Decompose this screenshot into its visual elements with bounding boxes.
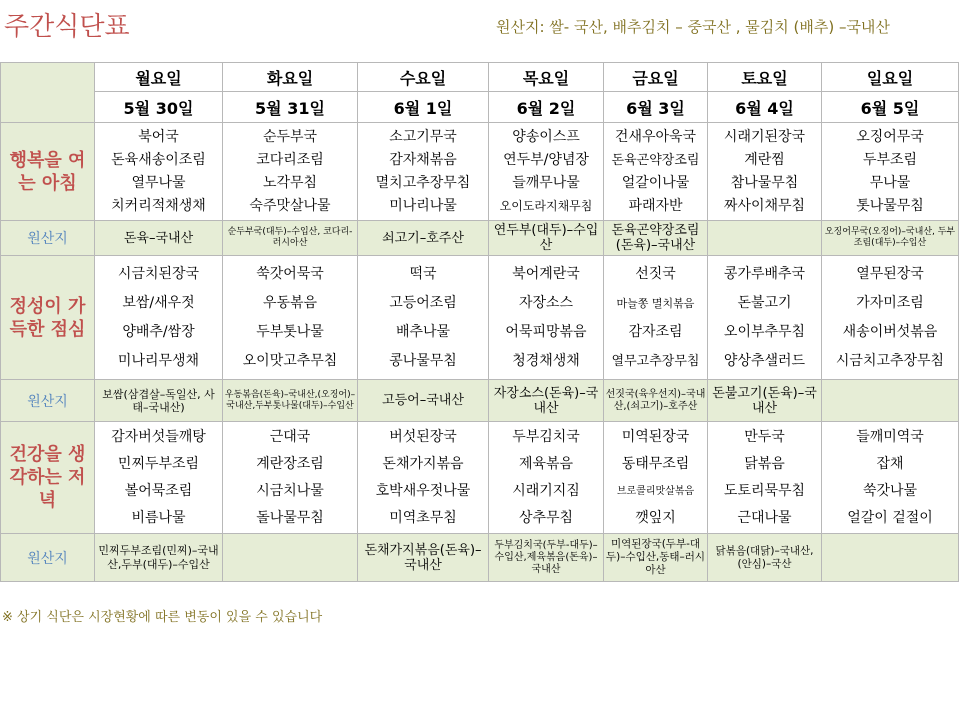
breakfast-label: 행복을 여는 아침 [1,123,95,221]
menu-item: 근대나물 [737,509,792,526]
origin-label: 원산지 [1,380,95,422]
menu-item: 열무고추장무침 [611,353,700,369]
menu-item: 계란장조림 [256,455,324,472]
menu-cell [223,256,358,380]
menu-item: 선짓국 [635,265,676,282]
origin-cell: 오징어무국(오징어)–국내산, 두부조림(대두)–수입산 [822,221,959,256]
origin-cell: 두부김치국(두부-대두)–수입산,제육볶음(돈육)–국내산 [489,534,604,582]
menu-item: 깻잎지 [635,509,676,526]
menu-item: 오이맛고추무침 [242,352,338,369]
menu-item: 감자버섯들깨탕 [111,428,206,445]
date-header: 6월 5일 [822,92,959,123]
menu-item: 양송이스프 [512,128,580,145]
menu-item: 두부조림 [862,151,918,168]
footnote: ※ 상기 식단은 시장현황에 따른 변동이 있을 수 있습니다 [2,610,323,625]
menu-item: 숙주맛살나물 [249,197,331,214]
menu-item: 보쌈/새우젓 [122,294,195,311]
menu-item: 콩가루배추국 [723,265,806,282]
origin-cell: 연두부(대두)–수입산 [489,221,604,256]
menu-cell [358,123,489,221]
menu-item: 열무나물 [131,174,186,191]
menu-item: 볼어묵조림 [124,482,193,499]
menu-item: 자장소스 [518,294,574,311]
menu-item: 톳나물무침 [856,197,924,214]
menu-cell [489,123,604,221]
menu-item: 노각무침 [262,174,318,191]
origin-cell: 돈육곤약장조림(돈육)–국내산 [604,221,708,256]
day-header: 수요일 [358,63,489,92]
menu-cell [358,256,489,380]
menu-item: 콩나물무침 [389,352,457,369]
menu-item: 돈채가지볶음 [382,455,464,472]
menu-cell [604,256,708,380]
menu-cell [822,422,959,534]
menu-item: 민찌두부조림 [117,455,200,472]
menu-item: 들깨미역국 [856,428,924,445]
date-header: 5월 31일 [223,92,358,123]
menu-cell [604,422,708,534]
menu-item: 감자채볶음 [389,151,457,168]
menu-item: 잡채 [876,455,904,472]
menu-item: 가자미조림 [856,294,924,311]
menu-item: 배추나물 [395,323,451,340]
origin-cell: 돈불고기(돈육)–국내산 [708,380,822,422]
menu-item: 얼갈이 겉절이 [847,509,933,526]
menu-item: 양상추샐러드 [723,352,806,369]
origin-cell: 순두부국(대두)–수입산, 코다리- 러시아산 [223,221,358,256]
origin-label: 원산지 [1,221,95,256]
dinner-origin-row [1,534,959,582]
origin-cell: 고등어–국내산 [358,380,489,422]
origin-cell: 닭볶음(대닭)–국내산,(안심)–국산 [708,534,822,582]
menu-item: 멸치고추장무침 [375,174,471,191]
menu-item: 미나리나물 [389,197,457,214]
menu-cell [358,422,489,534]
menu-item: 우동볶음 [262,294,318,311]
day-header: 토요일 [708,63,822,92]
menu-cell [708,123,822,221]
lunch-row [1,256,959,380]
menu-item: 소고기무국 [389,128,457,145]
menu-item: 고등어조림 [389,294,457,311]
menu-cell [489,256,604,380]
menu-cell [223,422,358,534]
menu-item: 시금치나물 [256,482,324,499]
menu-cell [95,123,223,221]
menu-item: 들깨무나물 [512,174,580,191]
menu-item: 시금치된장국 [117,265,200,282]
origin-cell: 민찌두부조림(민찌)–국내산,두부(대두)–수입산 [95,534,223,582]
menu-item: 돈육새송이조림 [111,151,206,168]
menu-cell [223,123,358,221]
date-header: 5월 30일 [95,92,223,123]
menu-item: 시래기된장국 [723,128,806,145]
menu-item: 건새우아욱국 [614,128,697,145]
menu-cell [708,256,822,380]
origin-cell [822,534,959,582]
menu-item: 버섯된장국 [389,428,457,445]
menu-item: 시래기지짐 [512,482,580,499]
menu-item: 마늘쫑 멸치볶음 [616,296,695,310]
menu-item: 돌나물무침 [256,509,324,526]
dinner-row [1,422,959,534]
date-header-row [1,92,959,123]
origin-cell [223,534,358,582]
date-header: 6월 4일 [708,92,822,123]
menu-item: 만두국 [744,428,785,445]
menu-cell [95,422,223,534]
menu-item: 근대국 [269,428,311,445]
menu-item: 오징어무국 [856,128,924,145]
lunch-origin-row [1,380,959,422]
day-header: 일요일 [822,63,959,92]
menu-cell [708,422,822,534]
menu-cell [604,123,708,221]
menu-item: 동태무조림 [621,455,690,472]
menu-item: 코다리조림 [256,151,324,168]
date-header: 6월 3일 [604,92,708,123]
origin-cell [708,221,822,256]
menu-item: 두부톳나물 [256,323,324,340]
menu-item: 쑥갓어묵국 [256,265,324,282]
menu-item: 양배추/쌈장 [122,323,195,340]
origin-cell: 보쌈(삼겹살–독일산, 사태–국내산) [95,380,223,422]
menu-item: 상추무침 [518,509,574,526]
menu-item: 브로콜리맛살볶음 [616,485,695,497]
menu-item: 닭볶음 [744,455,785,472]
origin-cell: 우동볶음(돈육)–국내산,(오징어)–국내산,두부톳나물(대두)–수입산 [223,380,358,422]
corner-cell [1,63,95,123]
origin-cell: 자장소스(돈육)–국내산 [489,380,604,422]
menu-item: 오이도라지채무침 [499,198,593,213]
menu-item: 비름나물 [131,509,186,526]
menu-item: 참나물무침 [730,174,799,191]
origin-note: 원산지: 쌀- 국산, 배추김치 – 중국산 , 물김치 (배추) –국내산 [496,18,890,36]
lunch-label: 정성이 가득한 점심 [1,256,95,380]
day-header: 화요일 [223,63,358,92]
menu-item: 얼갈이나물 [621,174,690,191]
breakfast-origin-row [1,221,959,256]
menu-item: 북어국 [138,128,179,145]
menu-item: 어묵피망볶음 [505,323,587,340]
menu-item: 시금치고추장무침 [835,352,945,369]
day-header: 목요일 [489,63,604,92]
menu-cell [822,123,959,221]
menu-item: 새송이버섯볶음 [842,323,938,340]
breakfast-row [1,123,959,221]
menu-cell [822,256,959,380]
menu-item: 돈육곤약장조림 [611,152,700,168]
origin-cell: 쇠고기–호주산 [358,221,489,256]
menu-item: 짜사이채무침 [723,197,806,214]
menu-item: 계란찜 [744,151,785,168]
day-header: 월요일 [95,63,223,92]
menu-item: 연두부/양념장 [503,151,589,168]
origin-cell [822,380,959,422]
origin-label: 원산지 [1,534,95,582]
page-title: 주간식단표 [4,12,130,42]
origin-cell: 선짓국(육우선지)–국내산,(쇠고기)–호주산 [604,380,708,422]
menu-item: 미역된장국 [621,428,690,445]
menu-item: 감자조림 [628,323,683,340]
menu-cell [489,422,604,534]
menu-item: 미나리무생채 [117,352,200,369]
weekly-menu-table [0,62,959,582]
menu-item: 치커리적채생채 [111,197,206,214]
menu-item: 순두부국 [262,128,318,145]
menu-item: 돈불고기 [737,294,792,311]
menu-item: 열무된장국 [856,265,924,282]
date-header: 6월 2일 [489,92,604,123]
menu-item: 떡국 [409,265,437,282]
menu-item: 호박새우젓나물 [375,482,471,499]
dinner-label: 건강을 생각하는 저녁 [1,422,95,534]
origin-cell: 미역된장국(두부-대두)–수입산,동태–러시아산 [604,534,708,582]
date-header: 6월 1일 [358,92,489,123]
origin-cell: 돈육–국내산 [95,221,223,256]
origin-cell: 돈채가지볶음(돈육)–국내산 [358,534,489,582]
menu-item: 쑥갓나물 [862,482,918,499]
menu-item: 도토리묵무침 [723,482,806,499]
menu-item: 미역초무침 [389,509,457,526]
menu-item: 청경채생채 [512,352,580,369]
day-header-row [1,63,959,92]
menu-item: 무나물 [869,174,911,191]
menu-item: 북어계란국 [512,265,580,282]
menu-item: 오이부추무침 [723,323,806,340]
menu-item: 두부김치국 [512,428,580,445]
day-header: 금요일 [604,63,708,92]
menu-item: 제육볶음 [518,455,574,472]
menu-item: 파래자반 [628,197,683,214]
menu-cell [95,256,223,380]
